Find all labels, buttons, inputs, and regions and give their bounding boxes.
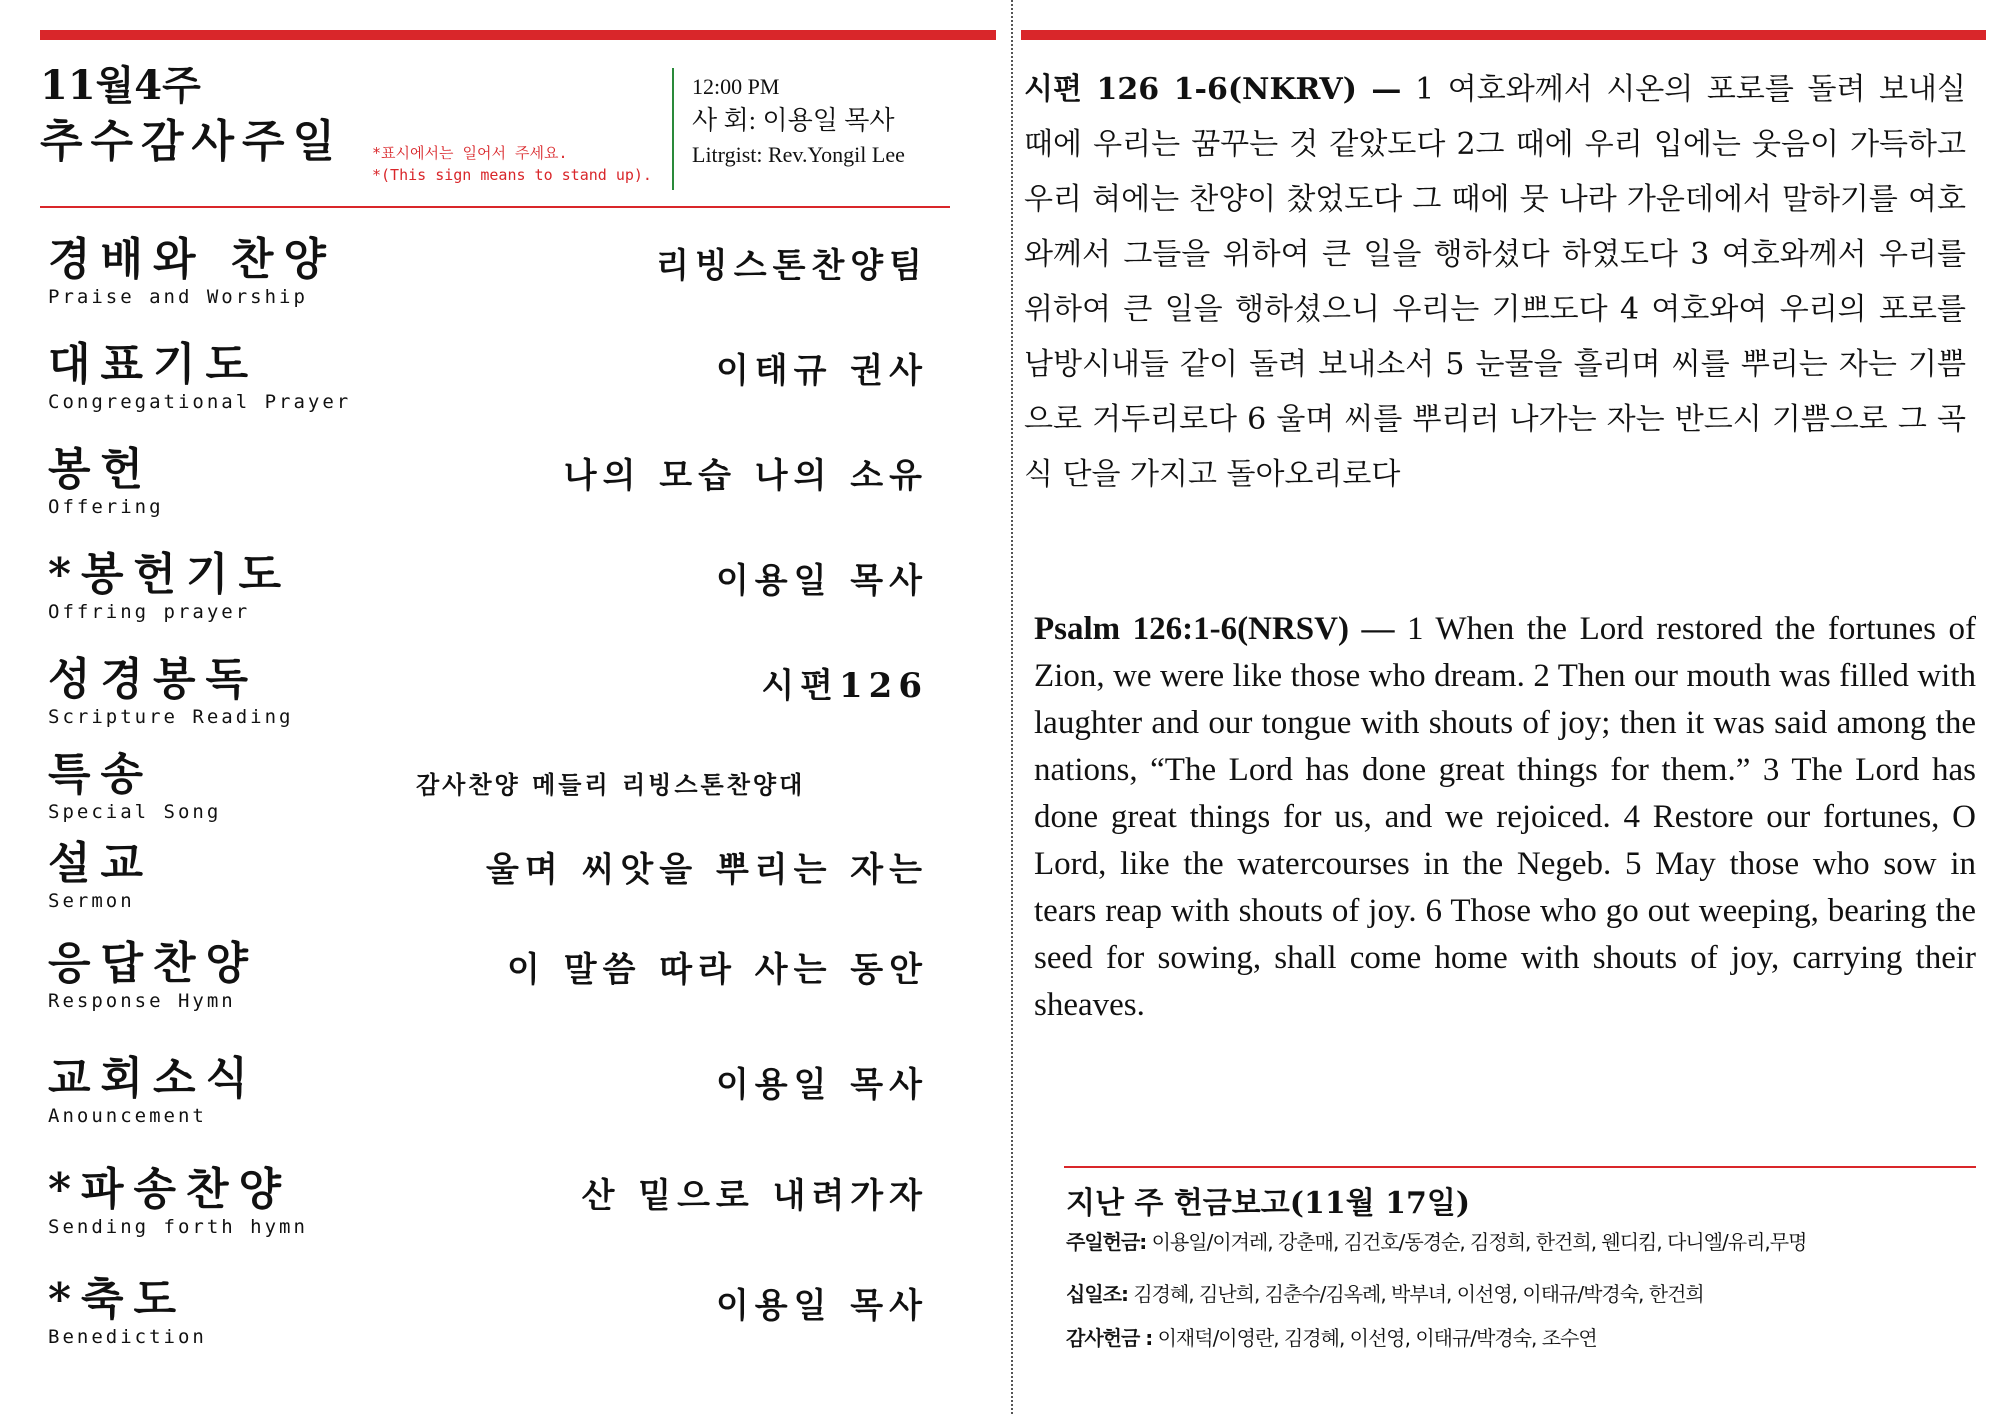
stand-note-en: *(This sign means to stand up). <box>372 166 652 184</box>
order-item-title-en: Offring prayer <box>48 601 251 623</box>
order-item-title-ko: 성경봉독 <box>48 654 259 705</box>
order-item-value: 리빙스톤찬양팀 <box>656 246 928 286</box>
order-item-value: 울며 씨앗을 뿌리는 자는 <box>486 850 928 890</box>
order-item-title-en: Offering <box>48 496 164 518</box>
order-item-title-en: Sending forth hymn <box>48 1216 308 1238</box>
order-item-value: 나의 모습 나의 소유 <box>563 456 928 496</box>
offering-report-title: 지난 주 헌금보고(11월 17일) <box>1066 1186 1471 1221</box>
header-rule <box>40 206 950 208</box>
order-item-title-en: Benediction <box>48 1326 207 1348</box>
service-time: 12:00 PM <box>692 74 780 99</box>
liturgist-info <box>692 70 905 172</box>
order-item-title-en: Sermon <box>48 890 135 912</box>
order-item-scripture <box>48 654 928 728</box>
order-item-title-ko: 대표기도 <box>48 339 259 390</box>
scripture-korean-text: 1 여호와께서 시온의 포로를 돌려 보내실 때에 우리는 꿈꾸는 것 같았도다 2그 때에 우리 입에는 웃음이 가득하고 우리 혀에는 찬양이 찼었도다 그 때에 뭇 나라 가운데에서 말하기를 여호와께서 그들을 위하여 큰 일을 행하셨다 하였도다 3 여호와께서 우리를 위하여 큰 일을 행하셨으니 우리는 기쁘도다 4 여호와여 우리의 포로를 남방시내들 같이 돌려 보내소서 5 눈물을 흘리며 씨를 뿌리는 자는 기쁨으로 거두리로다 6 울며 씨를 뿌리러 나가는 자는 반드시 기쁨으로 그 곡식 단을 가지고 돌아오리로다 <box>1024 72 1967 492</box>
order-item-title-ko: 경배와 찬양 <box>48 234 336 285</box>
scripture-english-ref: Psalm 126:1-6(NRSV) — <box>1034 611 1395 647</box>
offering-rule <box>1064 1166 1976 1168</box>
order-item-response-hymn <box>48 938 928 1012</box>
order-item-value: 이용일 목사 <box>715 1286 928 1326</box>
order-item-offering-prayer <box>48 549 928 623</box>
offering-label: 십일조: <box>1066 1282 1128 1306</box>
order-item-value: 이용일 목사 <box>715 1065 928 1105</box>
order-item-benediction <box>48 1274 928 1348</box>
offering-line-thanks <box>1066 1324 1597 1352</box>
order-item-title-en: Congregational Prayer <box>48 391 352 413</box>
order-item-title-ko: *봉헌기도 <box>48 549 292 600</box>
order-item-title-ko: 응답찬양 <box>48 938 259 989</box>
order-item-title-en: Praise and Worship <box>48 286 308 308</box>
liturgist-divider <box>672 68 674 190</box>
order-item-title-ko: 특송 <box>48 749 154 800</box>
order-item-title-en: Special Song <box>48 801 222 823</box>
offering-names: 이용일/이겨레, 강춘매, 김건호/동경순, 김정희, 한건희, 웬디킴, 다니엘/유리,무명 <box>1146 1230 1807 1254</box>
offering-label: 주일헌금: <box>1066 1230 1147 1254</box>
order-item-offering <box>48 444 928 518</box>
liturgist-ko: 사 회: 이용일 목사 <box>692 106 895 135</box>
order-item-title-en: Response Hymn <box>48 990 236 1012</box>
order-item-announcement <box>48 1053 928 1127</box>
offering-label: 감사헌금 : <box>1066 1326 1153 1350</box>
service-name: 추수감사주일 <box>40 116 344 167</box>
scripture-korean <box>1024 62 1966 502</box>
order-item-value: 이용일 목사 <box>715 561 928 601</box>
order-item-title-ko: *파송찬양 <box>48 1164 292 1215</box>
left-top-accent-bar <box>40 30 996 40</box>
order-item-special-song <box>48 749 928 823</box>
order-item-value: 감사찬양 메들리 리빙스톤찬양대 <box>416 770 806 799</box>
scripture-english <box>1034 606 1976 1029</box>
service-week: 11월4주 <box>40 62 201 109</box>
offering-names: 김경혜, 김난희, 김춘수/김옥례, 박부녀, 이선영, 이태규/박경숙, 한건희 <box>1127 1282 1704 1306</box>
order-item-value: 이 말씀 따라 사는 동안 <box>507 950 928 990</box>
order-item-value: 시편126 <box>761 666 928 706</box>
order-item-sermon <box>48 838 928 912</box>
order-item-title-en: Scripture Reading <box>48 706 294 728</box>
order-item-praise <box>48 234 928 308</box>
order-item-value: 산 밑으로 내려가자 <box>581 1176 928 1216</box>
offering-line-sunday <box>1066 1228 1806 1256</box>
order-item-title-ko: 설교 <box>48 838 154 889</box>
order-item-title-ko: 교회소식 <box>48 1053 259 1104</box>
offering-line-tithe <box>1066 1280 1704 1308</box>
order-item-title-ko: *축도 <box>48 1274 187 1325</box>
liturgist-en: Litrgist: Rev.Yongil Lee <box>692 142 905 167</box>
order-item-prayer <box>48 339 928 413</box>
scripture-english-text: 1 When the Lord restored the fortunes of Zion, we were like those who dream. 2 Then our mouth was filled with laughter and our tongue with shouts of joy; then it was said among the nations, “The Lord has done great things for them.” 3 The Lord has done great things for us, and we rejoiced. 4 Restore our fortunes, O Lord, like the watercourses in the Negeb. 5 May those who sow in tears reap with shouts of joy. 6 Those who go out weeping, bearing the seed for sowing, shall come home with shouts of joy, carrying their sheaves. <box>1034 611 1976 1023</box>
order-item-sending-hymn <box>48 1164 928 1238</box>
fold-divider <box>1011 0 1013 1414</box>
order-item-title-ko: 봉헌 <box>48 444 154 495</box>
order-item-title-en: Anouncement <box>48 1105 207 1127</box>
stand-note-ko: *표시에서는 일어서 주세요. <box>372 144 568 162</box>
offering-names: 이재덕/이영란, 김경혜, 이선영, 이태규/박경숙, 조수연 <box>1152 1326 1597 1350</box>
order-item-value: 이태규 권사 <box>715 351 928 391</box>
scripture-korean-ref: 시편 126 1-6(NKRV) — <box>1024 72 1402 107</box>
stand-note <box>372 142 652 186</box>
right-top-accent-bar <box>1021 30 1986 40</box>
